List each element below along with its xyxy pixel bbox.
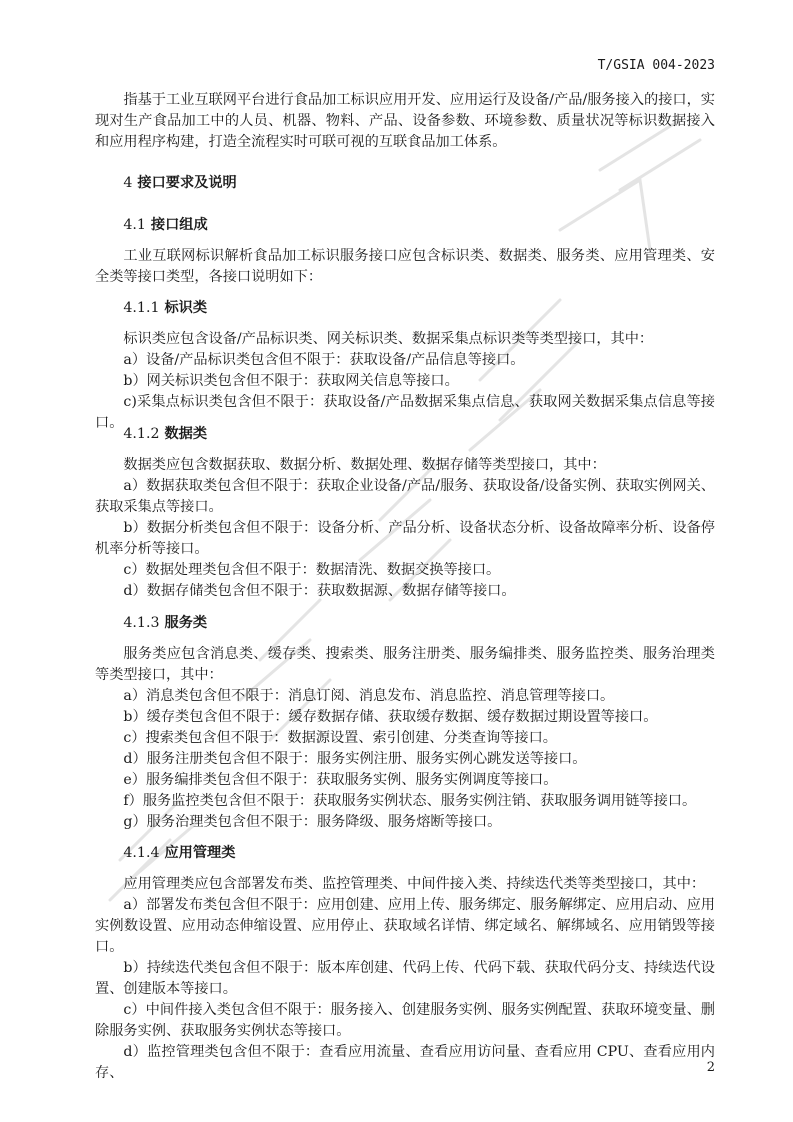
section-number: 4.1.2	[123, 426, 160, 442]
list-item: b）数据分析类包含但不限于：设备分析、产品分析、设备状态分析、设备故障率分析、设备停机率分析等接口。	[95, 520, 715, 557]
section-title: 应用管理类	[164, 845, 236, 861]
section-4-1	[95, 215, 715, 288]
section-body: 数据类应包含数据获取、数据分析、数据处理、数据存储等类型接口，其中：	[123, 457, 606, 473]
list-item: c）数据处理类包含但不限于：数据清洗、数据交换等接口。	[123, 562, 501, 578]
list-item: d）服务注册类包含但不限于：服务实例注册、服务实例心跳发送等接口。	[123, 751, 587, 767]
intro-paragraph	[95, 90, 715, 153]
section-body: 服务类应包含消息类、缓存类、搜索类、服务注册类、服务编排类、服务监控类、服务治理类等类型接口，其中：	[95, 646, 715, 683]
list-item: d）监控管理类包含但不限于：查看应用流量、查看应用访问量、查看应用 CPU、查看应用内存、	[95, 1044, 715, 1081]
section-title: 接口组成	[150, 217, 208, 233]
section-number: 4.1	[123, 217, 146, 233]
list-item: c)采集点标识类包含但不限于：获取设备/产品数据采集点信息、获取网关数据采集点信息等接口。	[95, 394, 715, 431]
section-4-1-4	[95, 843, 715, 1084]
intro-text: 指基于工业互联网平台进行食品加工标识应用开发、应用运行及设备/产品/服务接入的接口，实现对生产食品加工中的人员、机器、物料、产品、设备参数、环境参数、质量状况等标识数据接入和应用程序构建，打造全流程实时可联可视的互联食品加工体系。	[95, 92, 715, 150]
list-item: a）部署发布类包含但不限于：应用创建、应用上传、服务绑定、服务解绑定、应用启动、应用实例数设置、应用动态伸缩设置、应用停止、获取域名详情、绑定域名、解绑域名、应用销毁等接口。	[95, 897, 715, 955]
section-title: 服务类	[164, 615, 208, 631]
section-4-1-3	[95, 613, 715, 833]
section-number: 4.1.4	[123, 845, 160, 861]
section-number: 4	[123, 175, 133, 191]
section-4-1-1	[95, 298, 715, 434]
list-item: f）服务监控类包含但不限于：获取服务实例状态、服务实例注销、获取服务调用链等接口。	[123, 793, 697, 809]
document-code: T/GSIA 004-2023	[597, 58, 715, 73]
list-item: a）消息类包含但不限于：消息订阅、消息发布、消息监控、消息管理等接口。	[123, 688, 615, 704]
list-item: d）数据存储类包含但不限于：获取数据源、数据存储等接口。	[123, 583, 516, 599]
section-title: 标识类	[164, 300, 208, 316]
section-number: 4.1.3	[123, 615, 160, 631]
section-title: 接口要求及说明	[137, 175, 237, 191]
section-body: 工业互联网标识解析食品加工标识服务接口应包含标识类、数据类、服务类、应用管理类、安全类等接口类型，各接口说明如下：	[95, 248, 715, 285]
list-item: e）服务编排类包含但不限于：获取服务实例、服务实例调度等接口。	[123, 772, 558, 788]
section-4-1-2	[95, 424, 715, 602]
list-item: a）数据获取类包含但不限于：获取企业设备/产品/服务、获取设备/设备实例、获取实例网关、获取采集点等接口。	[95, 478, 715, 515]
list-item: a）设备/产品标识类包含但不限于：获取设备/产品信息等接口。	[123, 352, 525, 368]
section-title: 数据类	[164, 426, 208, 442]
section-body: 应用管理类应包含部署发布类、监控管理类、中间件接入类、持续迭代类等类型接口，其中：	[123, 876, 706, 892]
list-item: b）缓存类包含但不限于：缓存数据存储、获取缓存数据、缓存数据过期设置等接口。	[123, 709, 658, 725]
section-number: 4.1.1	[123, 300, 160, 316]
list-item: b）网关标识类包含但不限于：获取网关信息等接口。	[123, 373, 459, 389]
section-4-heading	[95, 173, 715, 194]
list-item: b）持续迭代类包含但不限于：版本库创建、代码上传、代码下载、获取代码分支、持续迭代设置、创建版本等接口。	[95, 960, 715, 997]
page-number: 2	[706, 1060, 715, 1075]
section-body: 标识类应包含设备/产品标识类、网关标识类、数据采集点标识类等类型接口，其中：	[123, 331, 654, 347]
list-item: c）搜索类包含但不限于：数据源设置、索引创建、分类查询等接口。	[123, 730, 557, 746]
list-item: c）中间件接入类包含但不限于：服务接入、创建服务实例、服务实例配置、获取环境变量、删除服务实例、获取服务实例状态等接口。	[95, 1002, 715, 1039]
list-item: g）服务治理类包含但不限于：服务降级、服务熔断等接口。	[123, 814, 502, 830]
